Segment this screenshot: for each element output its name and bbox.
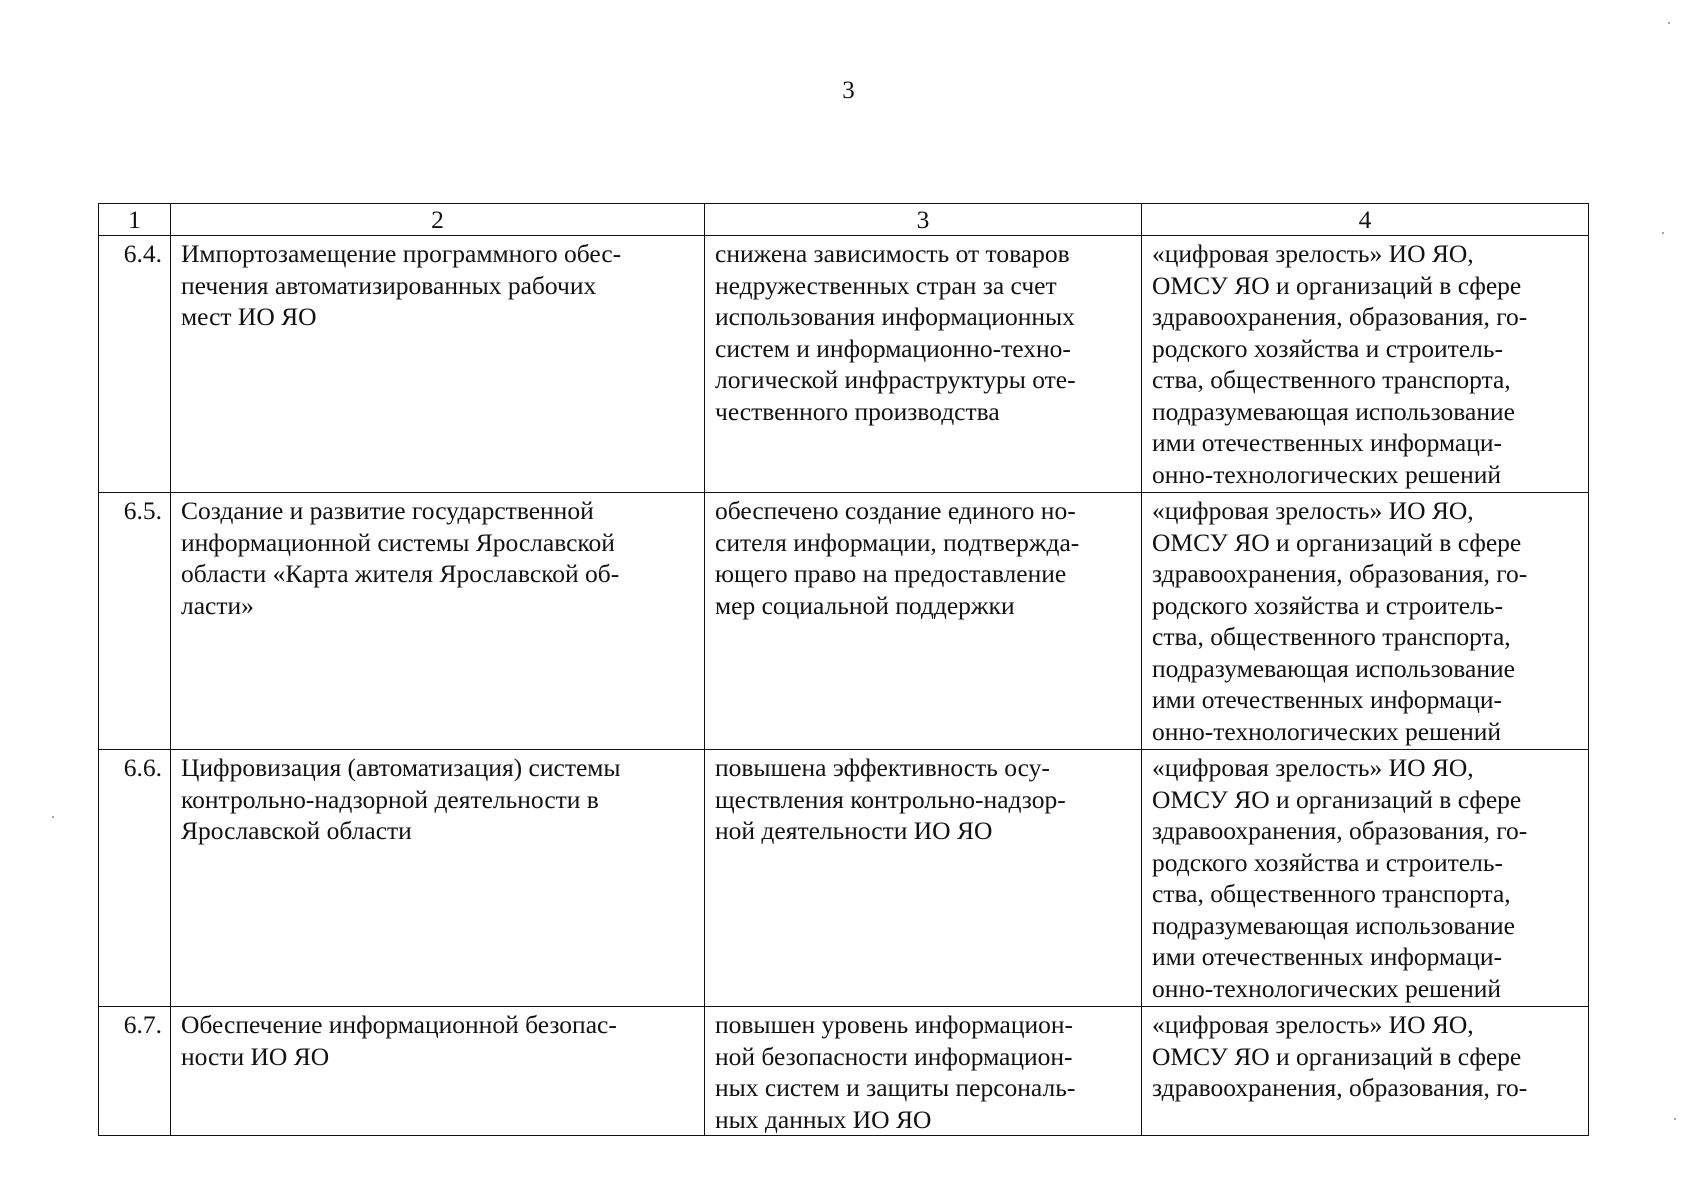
header-col-4: 4 <box>1142 204 1589 236</box>
measure-name <box>171 236 705 493</box>
measure-effect-text: «цифровая зрелость» ИО ЯО, ОМСУ ЯО и организаций в сфере здравоохранения, образования, го- родского хозяйства и строитель- ства, общественного транспорта, подразумевающая использование ими отечественных информаци- онно-технологических решений <box>1152 496 1528 746</box>
measure-result <box>705 236 1142 493</box>
measure-name <box>171 493 705 750</box>
measure-name-text: Обеспечение информационной безопас- ности ИО ЯО <box>181 1010 617 1071</box>
measure-effect-text: «цифровая зрелость» ИО ЯО, ОМСУ ЯО и организаций в сфере здравоохранения, образования, го- родского хозяйства и строитель- ства, общественного транспорта, подразумевающая использование ими отечественных информаци- онно-технологических решений <box>1152 239 1528 489</box>
scan-speck <box>1662 232 1664 234</box>
row-number: 6.5. <box>99 493 171 750</box>
measure-effect-text: «цифровая зрелость» ИО ЯО, ОМСУ ЯО и организаций в сфере здравоохранения, образования, го- родского хозяйства и строитель- ства, общественного транспорта, подразумевающая использование ими отечественных информаци- онно-технологических решений <box>1152 753 1528 1003</box>
measure-result-text: снижена зависимость от товаров недружественных стран за счет использования информационных систем и информационно-техно- логической инфраструктуры оте- чественного производства <box>715 239 1076 426</box>
measure-result <box>705 493 1142 750</box>
scan-speck <box>52 816 54 818</box>
measure-result-text: повышена эффективность осу- ществления контрольно-надзор- ной деятельности ИО ЯО <box>715 753 1066 845</box>
measure-result <box>705 750 1142 1007</box>
row-number: 6.6. <box>99 750 171 1007</box>
measure-result <box>705 1007 1142 1136</box>
table-row <box>99 236 1589 493</box>
measures-table <box>98 203 1589 1136</box>
row-number: 6.7. <box>99 1007 171 1136</box>
measure-name-text: Цифровизация (автоматизация) системы контрольно-надзорной деятельности в Ярославской области <box>181 753 621 845</box>
scan-speck <box>1668 22 1670 24</box>
measure-effect-text: «цифровая зрелость» ИО ЯО, ОМСУ ЯО и организаций в сфере здравоохранения, образования, го- <box>1152 1010 1528 1102</box>
measure-name-text: Создание и развитие государственной информационной системы Ярославской области «Карта жителя Ярославской об- ласти» <box>181 496 620 620</box>
measure-effect <box>1142 493 1589 750</box>
header-col-3: 3 <box>705 204 1142 236</box>
measure-effect <box>1142 236 1589 493</box>
measure-result-text: обеспечено создание единого но- сителя информации, подтвержда- ющего право на предоставление мер социальной поддержки <box>715 496 1080 620</box>
table-row <box>99 1007 1589 1136</box>
table-row <box>99 750 1589 1007</box>
measure-name-text: Импортозамещение программного обес- печения автоматизированных рабочих мест ИО ЯО <box>181 239 622 331</box>
table-row <box>99 493 1589 750</box>
header-col-1: 1 <box>99 204 171 236</box>
header-col-2: 2 <box>171 204 705 236</box>
row-number: 6.4. <box>99 236 171 493</box>
table-header-row <box>99 204 1589 236</box>
measure-name <box>171 1007 705 1136</box>
measure-effect <box>1142 750 1589 1007</box>
measure-result-text: повышен уровень информацион- ной безопасности информацион- ных систем и защиты персональ- ных данных ИО ЯО <box>715 1010 1076 1134</box>
scan-speck <box>1674 1118 1676 1120</box>
measure-name <box>171 750 705 1007</box>
measure-effect <box>1142 1007 1589 1136</box>
page-number: 3 <box>842 77 855 104</box>
